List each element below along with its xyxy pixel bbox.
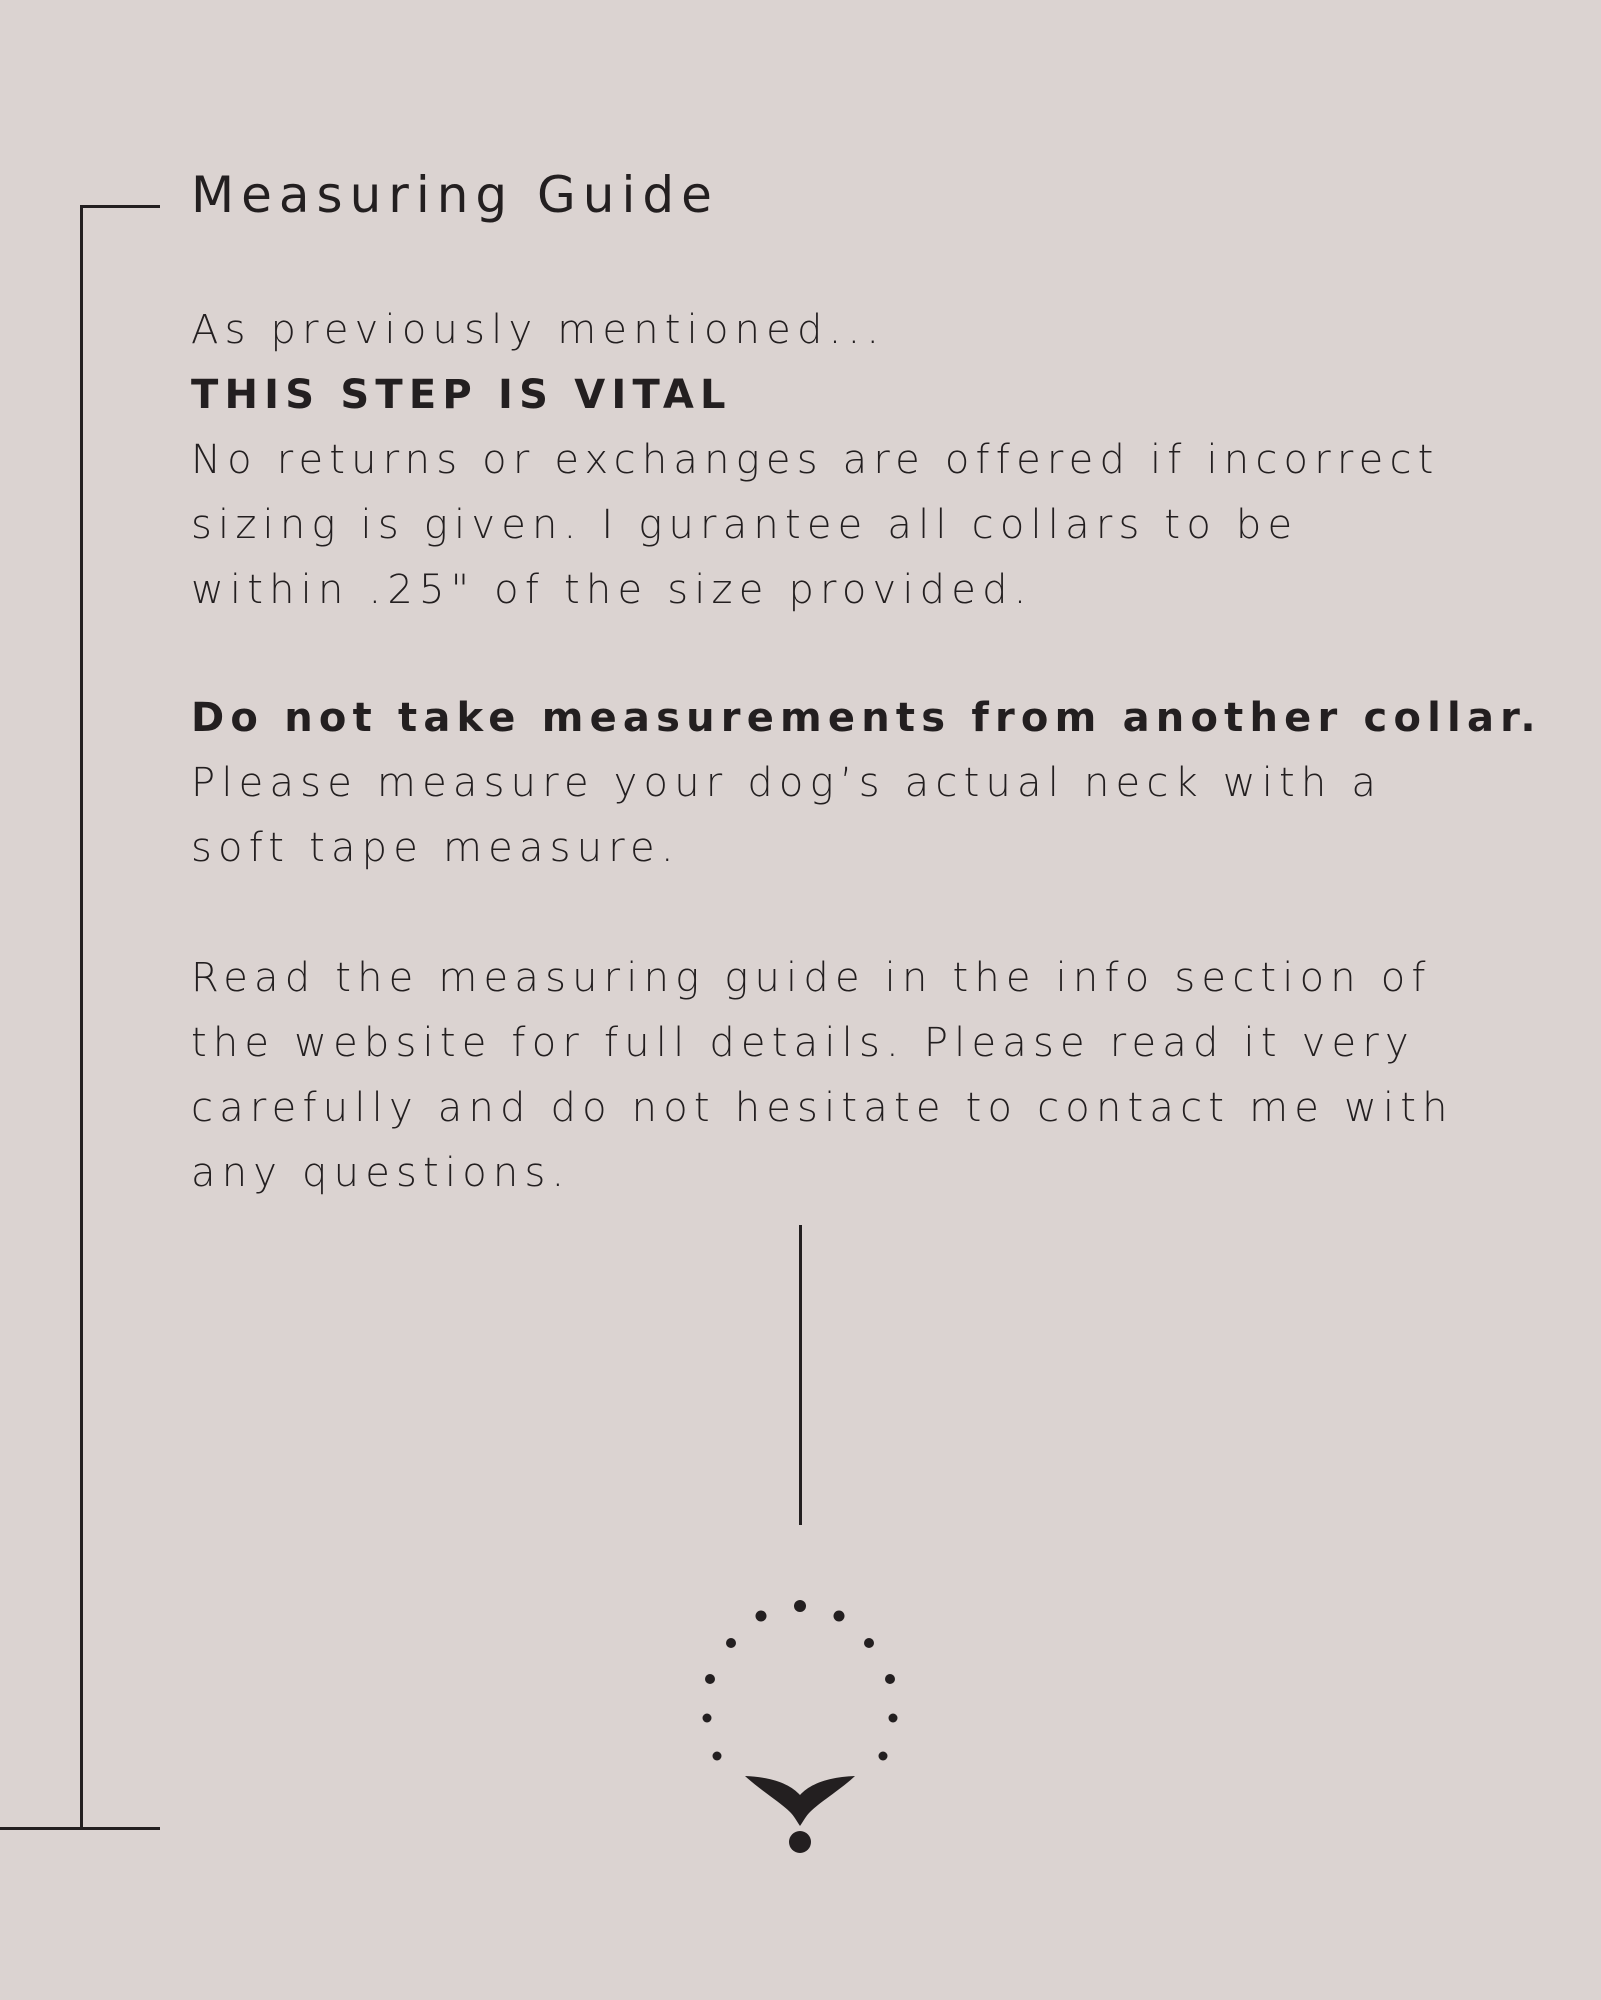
info-section xyxy=(191,946,1481,1206)
intro-line: sizing is given. I gurantee all collars to be xyxy=(191,502,1299,548)
vertical-divider xyxy=(799,1225,802,1525)
intro-line: As previously mentioned... xyxy=(191,307,886,353)
warning-heading: Do not take measurements from another collar. xyxy=(191,695,1542,741)
page-title: Measuring Guide xyxy=(191,166,719,224)
info-line: carefully and do not hesitate to contact me with xyxy=(191,1085,1454,1131)
vital-heading: THIS STEP IS VITAL xyxy=(191,372,732,418)
dog-collar-icon xyxy=(680,1580,920,1860)
bracket-bottom-extension xyxy=(0,1827,80,1830)
warning-line: soft tape measure. xyxy=(191,825,680,871)
intro-line: within .25" of the size provided. xyxy=(191,567,1033,613)
info-line: Read the measuring guide in the info section of xyxy=(191,955,1432,1001)
warning-line: Please measure your dog’s actual neck with a xyxy=(191,760,1383,806)
intro-section xyxy=(191,298,1481,623)
left-bracket-frame xyxy=(80,205,160,1830)
warning-section xyxy=(191,686,1542,881)
info-line: any questions. xyxy=(191,1150,571,1196)
intro-line: No returns or exchanges are offered if incorrect xyxy=(191,437,1440,483)
info-line: the website for full details. Please read it very xyxy=(191,1020,1415,1066)
